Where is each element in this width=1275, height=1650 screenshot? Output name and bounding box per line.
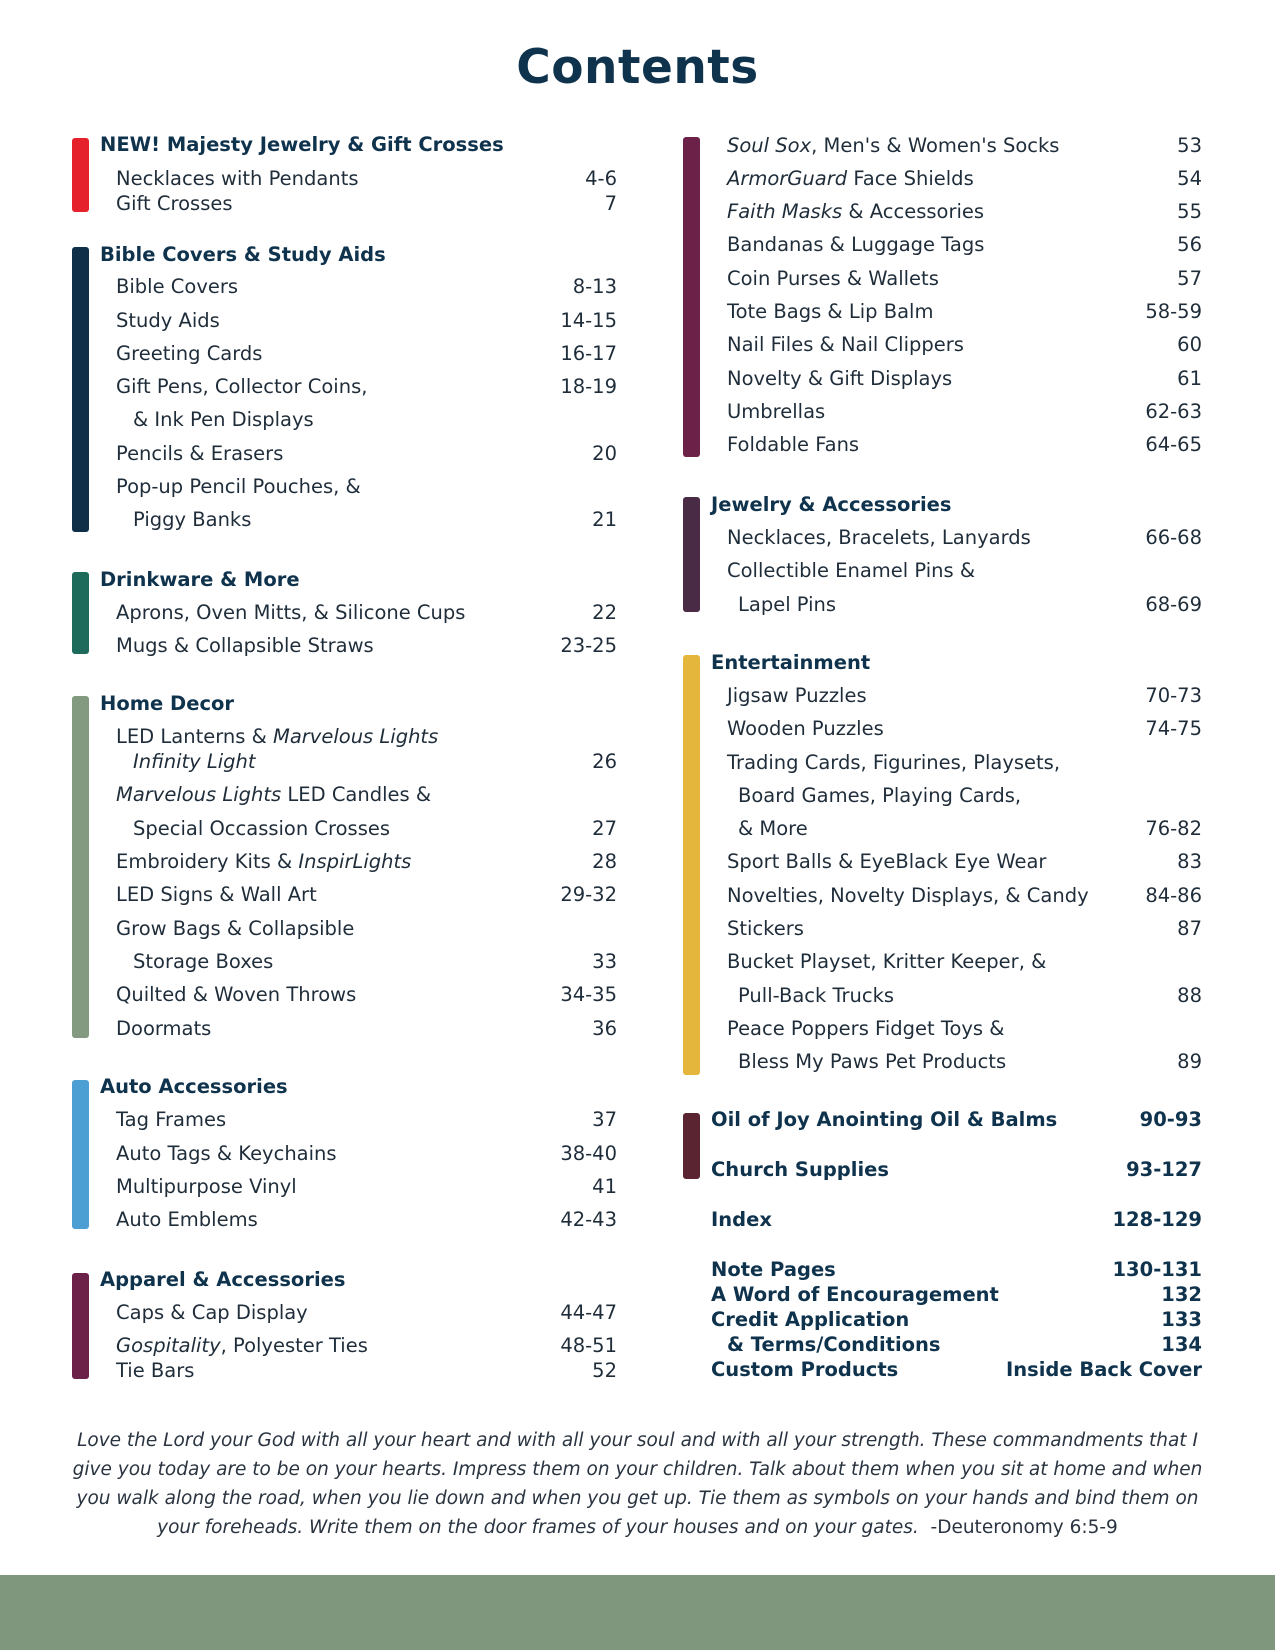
page-number: 57: [1177, 267, 1202, 290]
toc-item: Pop-up Pencil Pouches, &: [116, 475, 361, 498]
toc-item: Trading Cards, Figurines, Playsets,: [727, 751, 1061, 774]
toc-item: Bucket Playset, Kritter Keeper, &: [727, 950, 1047, 973]
section-heading: Custom Products: [711, 1358, 899, 1381]
toc-item: Peace Poppers Fidget Toys &: [727, 1017, 1005, 1040]
section-heading: Apparel & Accessories: [100, 1268, 346, 1291]
section-heading: Home Decor: [100, 692, 235, 715]
item-text-italic: ArmorGuard: [727, 167, 848, 190]
page-number: 87: [1177, 917, 1202, 940]
section-heading: Auto Accessories: [100, 1075, 288, 1098]
toc-item: Bandanas & Luggage Tags: [727, 233, 985, 256]
page-number: 132: [1161, 1283, 1202, 1306]
toc-item: Tag Frames: [116, 1108, 227, 1131]
page-number: 37: [592, 1108, 617, 1131]
toc-item: Gift Pens, Collector Coins,: [116, 375, 368, 398]
page-number: 70-73: [1145, 684, 1202, 707]
page-number: 7: [604, 192, 617, 215]
page-number: 52: [592, 1359, 617, 1382]
section-bar-maroon: [683, 1113, 700, 1179]
toc-item: [116, 1334, 368, 1358]
section-heading: Note Pages: [711, 1258, 836, 1281]
toc-item: Caps & Cap Display: [116, 1301, 308, 1324]
toc-item: Pull-Back Trucks: [738, 984, 895, 1007]
section-bar-plum: [683, 137, 700, 457]
section-heading: Jewelry & Accessories: [711, 493, 952, 516]
section-heading: NEW! Majesty Jewelry & Gift Crosses: [100, 133, 504, 156]
toc-item: Auto Emblems: [116, 1208, 258, 1231]
page-number: 14-15: [560, 309, 617, 332]
toc-item: Jigsaw Puzzles: [727, 684, 867, 707]
item-text: & Accessories: [842, 200, 985, 223]
page-number: 48-51: [560, 1334, 617, 1357]
page-number: 16-17: [560, 342, 617, 365]
section-heading: & Terms/Conditions: [727, 1333, 941, 1356]
toc-item: [727, 200, 984, 224]
toc-item: Novelties, Novelty Displays, & Candy: [727, 884, 1089, 907]
page-number: 36: [592, 1017, 617, 1040]
page-number: 60: [1177, 333, 1202, 356]
page-number: 130-131: [1112, 1258, 1202, 1281]
section-bar-blue: [72, 1080, 89, 1229]
scripture-quote: [60, 1426, 1215, 1542]
item-text-italic: Marvelous Lights: [273, 725, 439, 748]
footer-band: [0, 1575, 1275, 1650]
toc-item: Mugs & Collapsible Straws: [116, 634, 374, 657]
item-text-italic: Gospitality: [116, 1334, 221, 1357]
section-heading: Oil of Joy Anointing Oil & Balms: [711, 1108, 1058, 1131]
page-number: 88: [1177, 984, 1202, 1007]
toc-item: Bible Covers: [116, 275, 239, 298]
page-number: 68-69: [1145, 593, 1202, 616]
page-number: 58-59: [1145, 300, 1202, 323]
toc-item: & More: [738, 817, 808, 840]
section-bar-red: [72, 138, 89, 212]
section-heading: Index: [711, 1208, 772, 1231]
item-text-italic: Soul Sox: [727, 134, 812, 157]
page-number: 83: [1177, 850, 1202, 873]
section-bar-teal: [72, 572, 89, 654]
toc-item: Necklaces, Bracelets, Lanyards: [727, 526, 1031, 549]
toc-item: Aprons, Oven Mitts, & Silicone Cups: [116, 601, 466, 624]
toc-item: [727, 134, 1059, 158]
toc-item: Wooden Puzzles: [727, 717, 884, 740]
toc-item: Tote Bags & Lip Balm: [727, 300, 934, 323]
item-text: , Men's & Women's Socks: [811, 134, 1060, 157]
page-number: 84-86: [1145, 884, 1202, 907]
toc-item: Study Aids: [116, 309, 220, 332]
page-number: 62-63: [1145, 400, 1202, 423]
toc-item: [116, 725, 438, 749]
page-number: 61: [1177, 367, 1202, 390]
toc-item: Auto Tags & Keychains: [116, 1142, 337, 1165]
item-text: LED Lanterns &: [116, 725, 274, 748]
toc-item: Multipurpose Vinyl: [116, 1175, 297, 1198]
item-text: LED Candles &: [281, 783, 432, 806]
section-heading: Credit Application: [711, 1308, 910, 1331]
page-number: 89: [1177, 1050, 1202, 1073]
toc-item: Collectible Enamel Pins &: [727, 559, 976, 582]
section-bar-eggplant: [683, 497, 700, 612]
toc-item: Novelty & Gift Displays: [727, 367, 953, 390]
section-heading: Drinkware & More: [100, 568, 300, 591]
page-number: 38-40: [560, 1142, 617, 1165]
item-text: , Polyester Ties: [220, 1334, 368, 1357]
page-number: 28: [592, 850, 617, 873]
page-number: 93-127: [1126, 1158, 1202, 1181]
page-number: 22: [592, 601, 617, 624]
page-number: Inside Back Cover: [1006, 1358, 1202, 1381]
toc-item: LED Signs & Wall Art: [116, 883, 317, 906]
page-number: 134: [1161, 1333, 1202, 1356]
toc-item: Foldable Fans: [727, 433, 860, 456]
page-number: 44-47: [560, 1301, 617, 1324]
page-number: 90-93: [1139, 1108, 1202, 1131]
section-heading: A Word of Encouragement: [711, 1283, 999, 1306]
toc-item: Coin Purses & Wallets: [727, 267, 939, 290]
page-number: 21: [592, 508, 617, 531]
page-number: 34-35: [560, 983, 617, 1006]
page-number: 133: [1161, 1308, 1202, 1331]
page-number: 20: [592, 442, 617, 465]
toc-item: Necklaces with Pendants: [116, 167, 359, 190]
toc-item: [727, 167, 974, 191]
page-number: 4-6: [585, 167, 617, 190]
toc-item: Gift Crosses: [116, 192, 233, 215]
item-text-italic: InspirLights: [298, 850, 412, 873]
toc-item: Quilted & Woven Throws: [116, 983, 357, 1006]
toc-item: Lapel Pins: [738, 593, 837, 616]
page-number: 53: [1177, 134, 1202, 157]
page-number: 56: [1177, 233, 1202, 256]
section-heading: Church Supplies: [711, 1158, 889, 1181]
toc-item: Nail Files & Nail Clippers: [727, 333, 964, 356]
toc-item: [133, 750, 256, 774]
toc-item: Special Occassion Crosses: [133, 817, 391, 840]
quote-reference: -Deuteronomy 6:5-9: [930, 1517, 1118, 1538]
section-heading: Bible Covers & Study Aids: [100, 243, 386, 266]
toc-item: Piggy Banks: [133, 508, 252, 531]
page-number: 33: [592, 950, 617, 973]
page-number: 8-13: [572, 275, 617, 298]
toc-item: Bless My Paws Pet Products: [738, 1050, 1007, 1073]
section-bar-plum: [72, 1273, 89, 1379]
page-number: 41: [592, 1175, 617, 1198]
toc-item: Stickers: [727, 917, 804, 940]
item-text-italic: Faith Masks: [727, 200, 843, 223]
section-bar-navy: [72, 247, 89, 532]
section-bar-sage: [72, 696, 89, 1038]
item-text-italic: Infinity Light: [133, 750, 256, 773]
item-text-italic: Marvelous Lights: [116, 783, 282, 806]
section-heading: Entertainment: [711, 651, 871, 674]
page-number: 27: [592, 817, 617, 840]
page-number: 23-25: [560, 634, 617, 657]
page-number: 18-19: [560, 375, 617, 398]
toc-item: Greeting Cards: [116, 342, 263, 365]
toc-item: Board Games, Playing Cards,: [738, 784, 1022, 807]
page-number: 54: [1177, 167, 1202, 190]
toc-item: [116, 850, 411, 874]
toc-item: Tie Bars: [116, 1359, 195, 1382]
page-number: 76-82: [1145, 817, 1202, 840]
toc-item: Umbrellas: [727, 400, 826, 423]
page-number: 128-129: [1112, 1208, 1202, 1231]
quote-text: Love the Lord your God with all your heart and with all your soul and with all your strength. These commandments that I give you today are to be on your hearts. Impress them on your children. Talk about them when you sit at home and when you walk along the road, when you lie down and when you get up. Tie them as symbols on your hands and bind them on your foreheads. Write them on the door frames of your houses and on your gates.: [72, 1430, 1203, 1538]
page-number: 64-65: [1145, 433, 1202, 456]
toc-item: Sport Balls & EyeBlack Eye Wear: [727, 850, 1047, 873]
toc-item: Doormats: [116, 1017, 212, 1040]
item-text: Face Shields: [847, 167, 974, 190]
toc-item: [116, 783, 431, 807]
page-number: 29-32: [560, 883, 617, 906]
page-number: 55: [1177, 200, 1202, 223]
page-number: 26: [592, 750, 617, 773]
page-number: 42-43: [560, 1208, 617, 1231]
section-bar-gold: [683, 655, 700, 1075]
page-title: Contents: [516, 40, 759, 95]
page-number: 66-68: [1145, 526, 1202, 549]
toc-item: Grow Bags & Collapsible: [116, 917, 355, 940]
toc-item: Pencils & Erasers: [116, 442, 284, 465]
page-number: 74-75: [1145, 717, 1202, 740]
item-text: Embroidery Kits &: [116, 850, 299, 873]
toc-item: & Ink Pen Displays: [133, 408, 314, 431]
toc-item: Storage Boxes: [133, 950, 274, 973]
